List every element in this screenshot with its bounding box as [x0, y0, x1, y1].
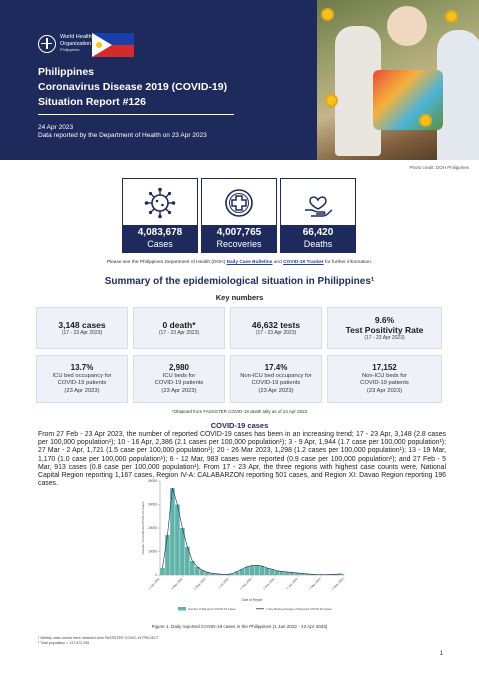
legend-label-average: 7-day Moving Average of Reported COVID-19 Cases: [266, 607, 332, 612]
report-title: [38, 65, 227, 110]
cases-label: Cases: [147, 239, 173, 249]
x-tick-label: 1 Mar 2023: [308, 576, 322, 591]
x-tick-label: 1 May 2022: [192, 576, 207, 591]
page-number: 1: [439, 651, 443, 657]
x-tick-label: 1 May 2023: [330, 576, 345, 591]
photo-credit: Photo credit: DOH Philippines: [409, 165, 469, 170]
chart-bar: [270, 569, 275, 575]
report-date: [38, 124, 207, 140]
cases-paragraph: From 27 Feb - 23 Apr 2023, the number of reported COVID-19 cases has been in an increasing trend; 17 - 23 Apr, 3,148 (2.8 cases per 100,000 population¹); 10 - 16 Apr, 2,386 (2.1 cases per 100,000 population¹); 3 - 9 Apr, 1,944 (1.7 case per 100,000 population¹); 27 Mar - 2 Apr, 1,721 (1.5 case per 100,000 population¹); 20 - 26 Mar 2023, 1,298 (1.2 cases per 100,000 population¹); 13 - 19 Mar, 1,170 (1.0 case per 100,000 population¹); 6 - 12 Mar, 983 cases were reported (0.9 case per 100,000 population¹); and 27 Feb - 5 Mar, 913 cases (0.8 case per 100,000 population¹). From 17 - 23 Apr, the three regions with highest case counts were, National Capital Region reporting 1,167 cases, Region IV-A: CALABARZON reporting 501 cases, and Region XI: Davao Region reporting 196 cases.: [38, 431, 446, 488]
report-date-line: 24 Apr 2023: [38, 124, 74, 131]
title-disease: Coronavirus Disease 2019 (COVID-19): [38, 81, 228, 93]
daily-cases-chart-svg: [138, 477, 350, 617]
philippines-flag-icon: [92, 33, 134, 57]
chart-bar: [265, 568, 270, 575]
hand-heart-icon: [281, 179, 355, 226]
chart-bar: [160, 568, 165, 575]
key-box-test-positivity: 9.6% Test Positivity Rate (17 - 23 Apr 2023): [327, 307, 442, 349]
death-note: *Obtained from FASSSTER COVID-19 death tally as of 24 Apr 2023: [171, 409, 308, 414]
chart-bar: [245, 567, 250, 575]
chart-bar: [165, 535, 170, 575]
source-note: Please see the Philippines Department of Health (DOH) Daily Case Bulletins and COVID-19 Tracker for further information.: [106, 260, 373, 265]
x-tick-label: 1 Nov 2022: [262, 576, 276, 591]
chart-bar: [260, 566, 265, 575]
cases-section-title: COVID-19 cases: [210, 421, 269, 430]
title-country: Philippines: [38, 66, 95, 78]
recoveries-label: Recoveries: [216, 239, 262, 249]
daily-cases-chart: [138, 477, 350, 617]
deaths-value: 66,420: [302, 227, 334, 238]
chart-bar: [175, 505, 180, 576]
covid-tracker-link[interactable]: COVID-19 Tracker: [283, 260, 324, 265]
x-tick-label: 1 Jan 2022: [147, 576, 161, 591]
stat-card-cases: [122, 178, 198, 253]
footnotes: [38, 636, 159, 646]
key-box-weekly-cases: 3,148 cases (17 - 23 Apr 2023): [36, 307, 128, 349]
cases-value: 4,083,678: [137, 227, 183, 238]
y-axis-label: Number of Confirmed COVID-19 Cases: [141, 501, 145, 555]
deaths-label: Deaths: [303, 239, 333, 249]
virus-icon: [123, 179, 197, 226]
title-divider: [38, 114, 234, 115]
recoveries-value: 4,007,765: [216, 227, 262, 238]
y-tick-label: 40000: [148, 479, 157, 484]
who-logo: [38, 34, 92, 54]
y-tick-label: 10000: [148, 549, 157, 554]
chart-caption: Figure 1. Daily reported COVID-19 cases in the Philippines (1 Jan 2022 - 23 Apr 2023): [151, 624, 328, 629]
footnote-1: ¹ Weekly case counts were obtained from FASSSTER COVID-19 PROJECT: [38, 636, 159, 640]
legend-label-cases: Number of Reported COVID-19 Cases: [188, 607, 236, 612]
title-report-number: Situation Report #126: [38, 96, 146, 108]
summary-title: Summary of the epidemiological situation in Philippines¹: [104, 276, 375, 287]
chart-bar: [285, 572, 290, 575]
y-tick-label: 0: [155, 573, 157, 578]
x-tick-label: 1 Sep 2022: [239, 576, 253, 591]
header-photo: [317, 0, 479, 160]
key-box-weekly-tests: 46,632 tests (17 - 23 Apr 2023): [230, 307, 322, 349]
x-tick-label: 1 Jul 2022: [217, 576, 230, 590]
medical-cross-icon: [202, 179, 276, 226]
x-tick-label: 1 Mar 2022: [170, 576, 184, 591]
chart-bar: [255, 565, 260, 575]
key-box-non-icu-occupancy: 17.4% Non-ICU bed occupancy for COVID-19 patients (23 Apr 2023): [230, 355, 322, 403]
chart-bar: [280, 571, 285, 575]
chart-bar: [250, 566, 255, 575]
who-emblem-icon: [38, 35, 56, 53]
y-tick-label: 30000: [148, 502, 157, 507]
chart-bar: [275, 571, 280, 575]
report-data-source-line: Data reported by the Department of Health on 23 Apr 2023: [38, 132, 207, 139]
key-box-icu-beds: 2,980 ICU beds for COVID-19 patients (23 Apr 2023): [133, 355, 225, 403]
who-name-line2: Organization: [60, 40, 92, 47]
stat-card-deaths: [280, 178, 356, 253]
daily-case-bulletins-link[interactable]: Daily Case Bulletins: [226, 260, 273, 265]
y-tick-label: 20000: [148, 526, 157, 531]
x-axis-label: Date of Report: [241, 598, 263, 602]
key-box-icu-occupancy: 13.7% ICU bed occupancy for COVID-19 patients (23 Apr 2023): [36, 355, 128, 403]
stat-card-recoveries: [201, 178, 277, 253]
legend-swatch-cases: [178, 607, 186, 611]
who-name-line1: World Health: [60, 34, 92, 40]
key-numbers-title: Key numbers: [215, 293, 264, 302]
x-tick-label: 1 Jan 2023: [285, 576, 299, 591]
key-box-weekly-deaths: 0 death* (17 - 23 Apr 2023): [133, 307, 225, 349]
key-box-non-icu-beds: 17,152 Non-ICU beds for COVID-19 patients (23 Apr 2023): [327, 355, 442, 403]
who-name-line3: Philippines: [60, 47, 80, 52]
footnote-2: ² Total population = 117,572,208: [38, 641, 90, 645]
